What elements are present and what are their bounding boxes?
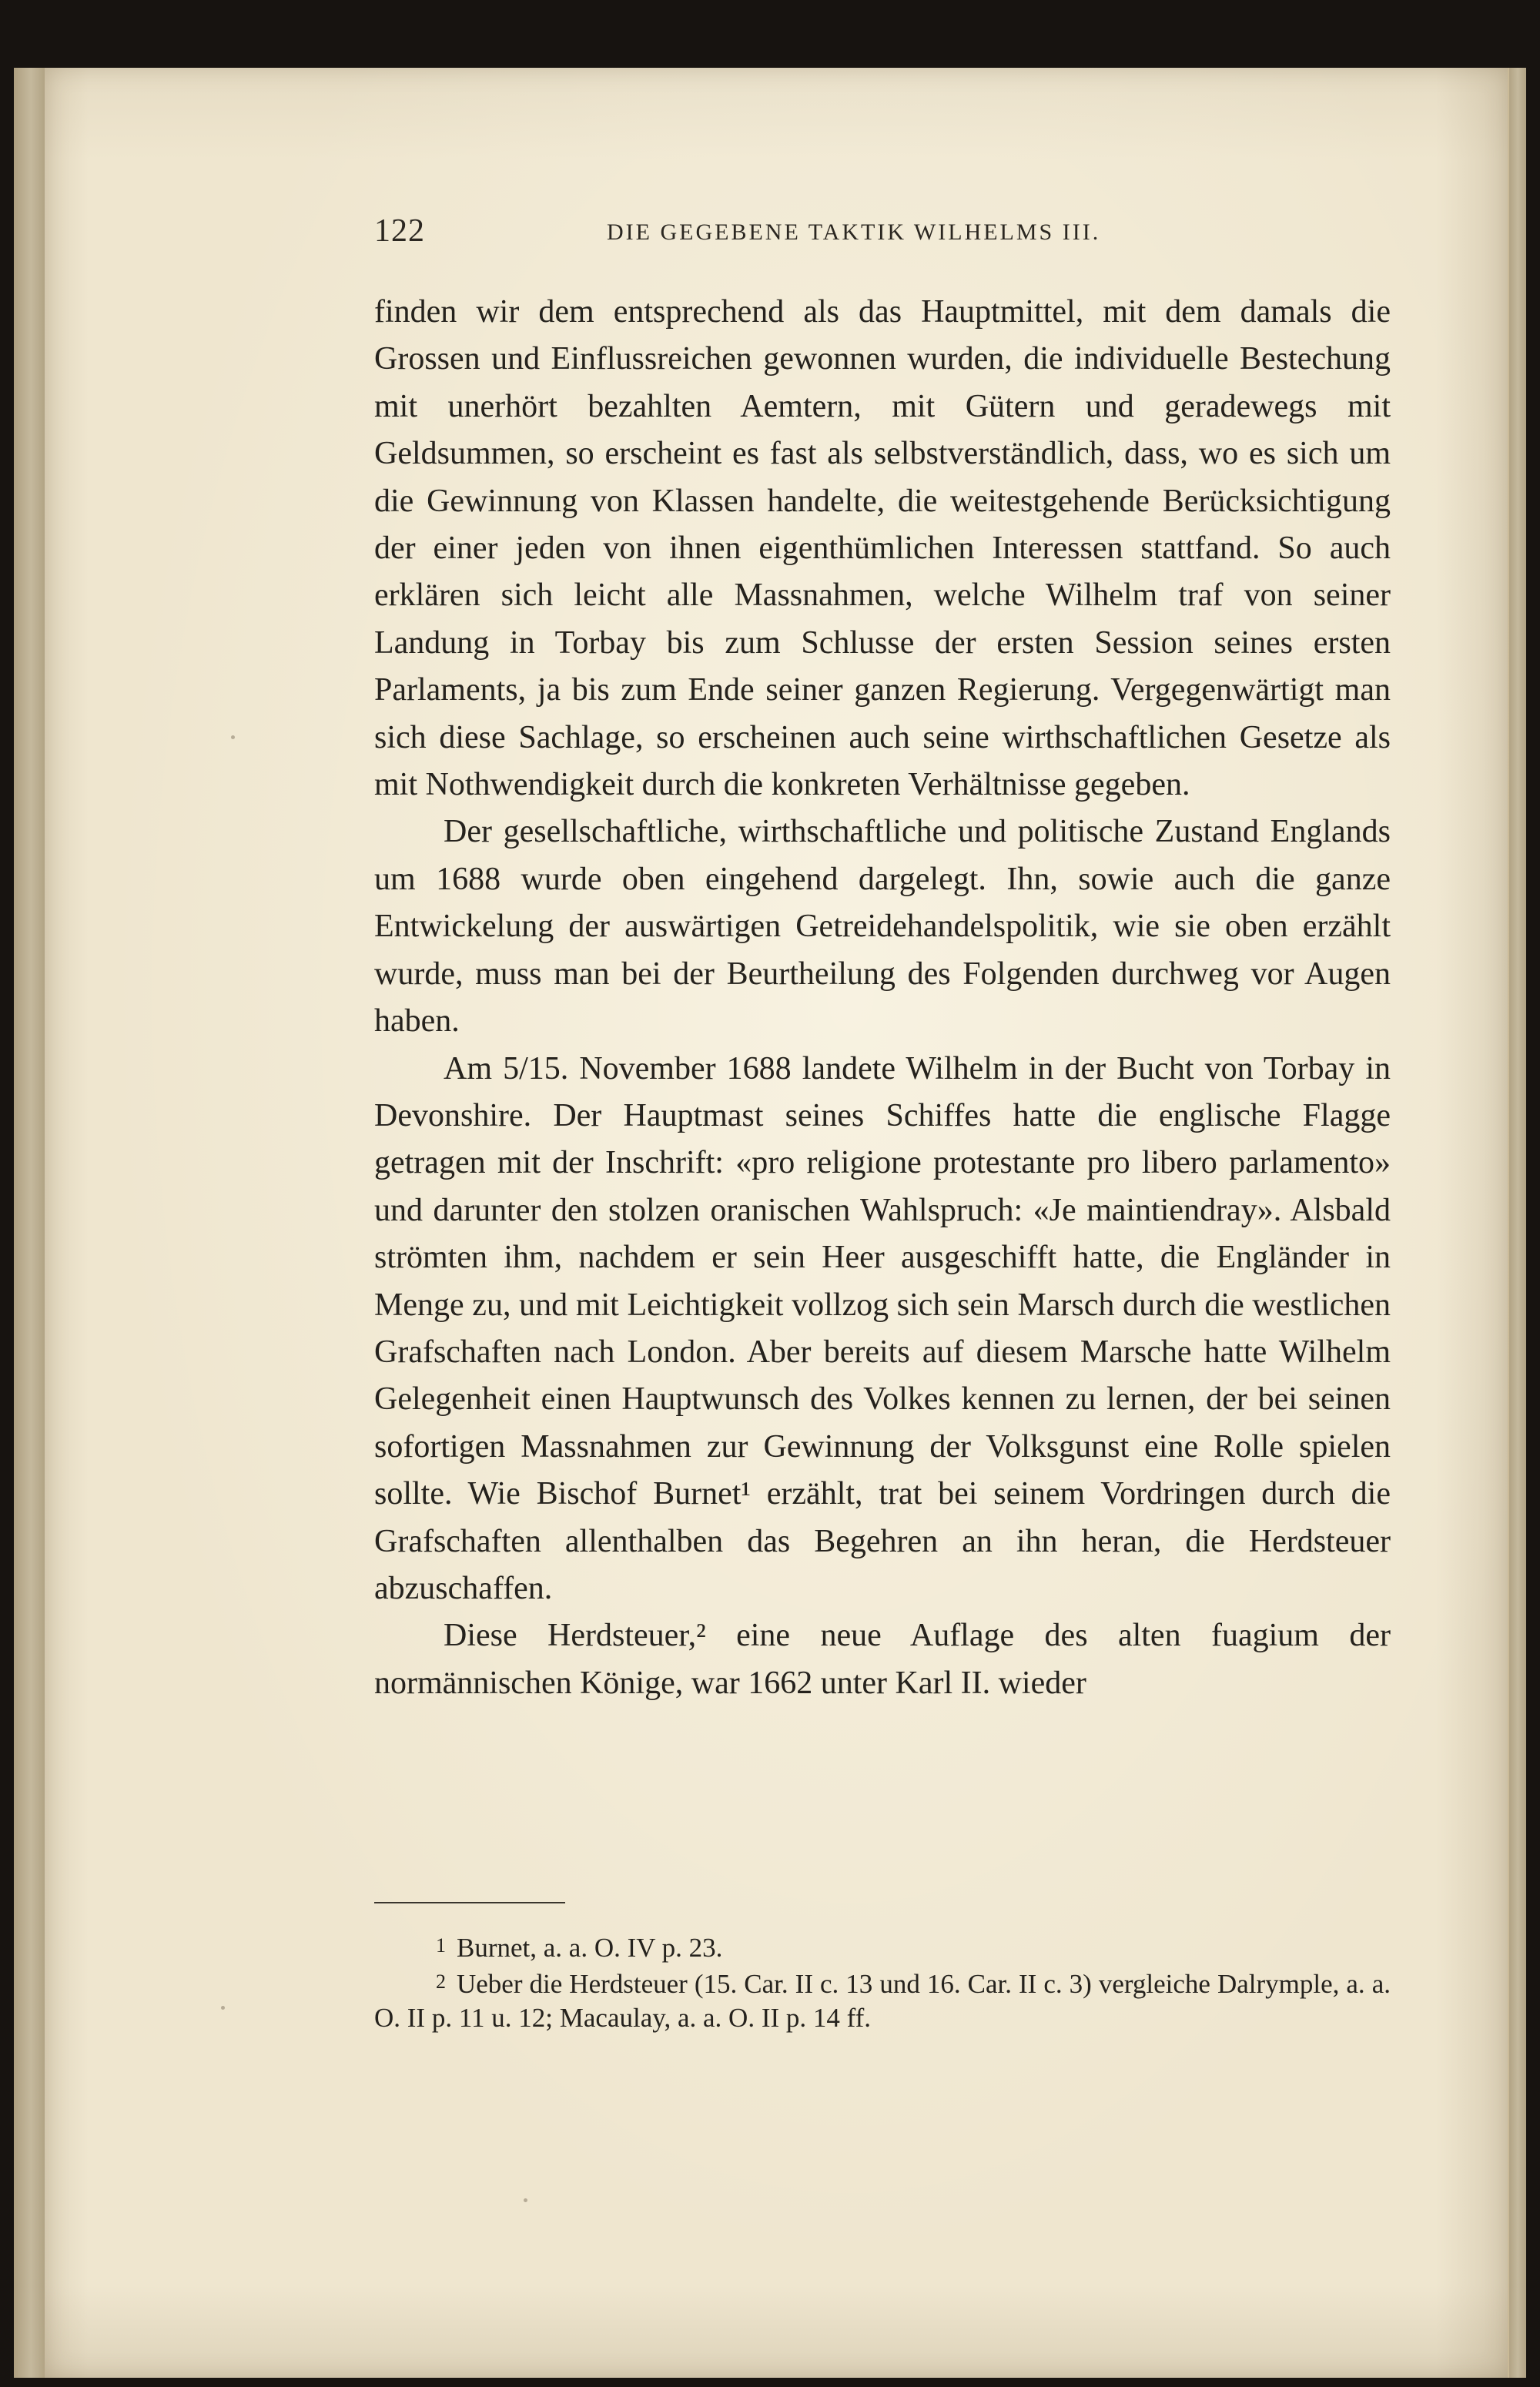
page-header (374, 208, 1391, 254)
footnote-divider (374, 1902, 565, 1903)
footnotes (374, 1929, 1391, 2035)
footnote (374, 1929, 1391, 1965)
paper-speck (524, 2198, 527, 2202)
paper-speck (231, 735, 235, 739)
book-page-edge-left (14, 68, 45, 2378)
book-page-edge-right (1508, 68, 1526, 2378)
footnote-mark: 1 (436, 1934, 446, 1957)
footnote (374, 1965, 1391, 2035)
paragraph: Am 5/15. November 1688 landete Wilhelm in der Bucht von Torbay in Devonshire. Der Hauptmast seines Schiffes hatte die englische Flagge getragen mit der Inschrift: «pro religione protestante pro libero parlamento» und darunter den stolzen oranischen Wahlspruch: «Je maintiendray». Alsbald strömten ihm, nachdem er sein Heer ausgeschifft hatte, die Engländer in Menge zu, und mit Leichtigkeit vollzog sich sein Marsch durch die westlichen Grafschaften nach London. Aber bereits auf diesem Marsche hatte Wilhelm Gelegenheit einen Hauptwunsch des Volkes kennen zu lernen, der bei seinen sofortigen Massnahmen zur Gewinnung der Volksgunst eine Rolle spielen sollte. Wie Bischof Burnet¹ erzählt, trat bei seinem Vordringen durch die Grafschaften allenthalben das Begehren an ihn heran, die Herdsteuer abzuschaffen. (374, 1050, 1391, 1606)
paragraph: Diese Herdsteuer,² eine neue Auflage des alten fuagium der normännischen Könige, war 1662 unter Karl II. wieder (374, 1618, 1391, 1701)
footnote-mark: 2 (436, 1970, 446, 1993)
paragraph: finden wir dem entsprechend als das Hauptmittel, mit dem damals die Grossen und Einflussreichen gewonnen wurden, die individuelle Bestechung mit unerhört bezahlten Aemtern, mit Gütern und geradewegs mit Geldsummen, so erscheint es fast als selbstverständlich, dass, wo es sich um die Gewinnung von Klassen handelte, die weitestgehende Berücksichtigung der einer jeden von ihnen eigenthümlichen Interessen stattfand. So auch erklären sich leicht alle Massnahmen, welche Wilhelm traf von seiner Landung in Torbay bis zum Schlusse der ersten Session seines ersten Parlaments, ja bis zum Ende seiner ganzen Regierung. Vergegenwärtigt man sich diese Sachlage, so erscheinen auch seine wirthschaftlichen Gesetze als mit Nothwendigkeit durch die konkreten Verhältnisse gegeben. (374, 294, 1391, 803)
footnote-text: Ueber die Herdsteuer (15. Car. II c. 13 und 16. Car. II c. 3) vergleiche Dalrymple, a. a. O. II p. 11 u. 12; Macaulay, a. a. O. II p. 14 ff. (374, 1969, 1391, 2033)
paper-speck (221, 2006, 225, 2010)
footnote-text: Burnet, a. a. O. IV p. 23. (457, 1933, 723, 1963)
paragraph: Der gesellschaftliche, wirthschaftliche und politische Zustand Englands um 1688 wurde oben eingehend dargelegt. Ihn, sowie auch die ganze Entwickelung der auswärtigen Getreidehandelspolitik, wie sie oben erzählt wurde, muss man bei der Beurtheilung des Folgenden durchweg vor Augen haben. (374, 814, 1391, 1040)
running-title: DIE GEGEBENE TAKTIK WILHELMS III. (607, 219, 1101, 245)
page-number: 122 (374, 213, 425, 249)
main-text (374, 289, 1391, 1707)
